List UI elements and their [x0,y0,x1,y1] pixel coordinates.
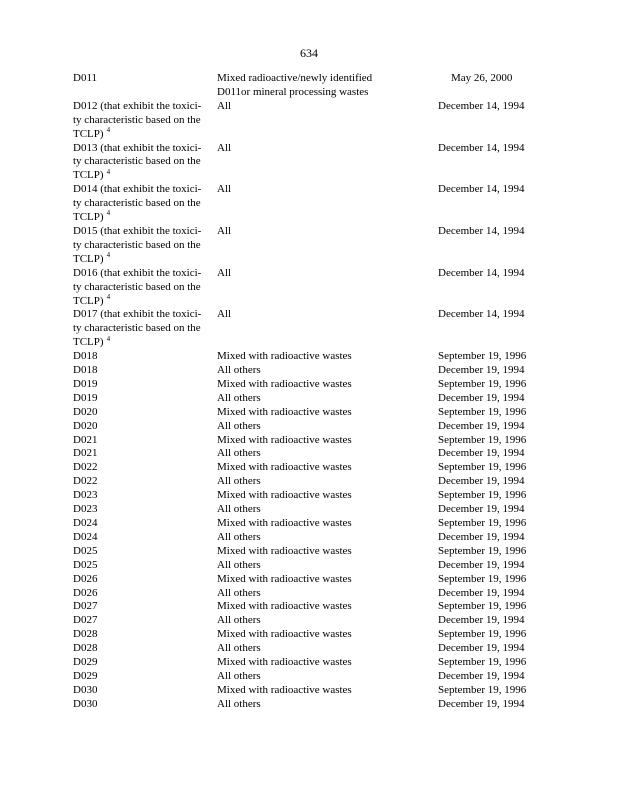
waste-description: Mixed with radioactive wastes [217,656,352,669]
waste-description: All [217,308,232,321]
waste-code-cell [73,447,208,461]
table-row [73,600,553,614]
waste-code: D013 (that exhibit the toxici- ty characteristic based on the TCLP) [73,141,202,182]
waste-description: All others [217,697,261,710]
effective-date: September 19, 1996 [438,405,527,418]
waste-code-cell [73,600,208,614]
footnote-marker: 4 [106,292,111,301]
waste-description: All [217,266,232,279]
waste-code: D030 [73,697,98,710]
waste-description: All others [217,447,261,460]
waste-code: D024 [73,530,98,543]
effective-date: December 19, 1994 [438,558,525,571]
table-row [73,684,553,698]
effective-date: December 19, 1994 [438,669,525,682]
effective-date: September 19, 1996 [438,433,527,446]
waste-description: All [217,141,232,154]
effective-date: December 19, 1994 [438,364,525,377]
effective-date: September 19, 1996 [438,377,527,390]
table-row [73,698,553,712]
table-row [73,670,553,684]
waste-code: D022 [73,461,98,474]
waste-code-cell [73,684,208,698]
table-row [73,587,553,601]
waste-description: All others [217,586,261,599]
waste-description: Mixed with radioactive wastes [217,461,352,474]
waste-code: D026 [73,572,98,585]
waste-code-cell [73,503,208,517]
effective-date: December 19, 1994 [438,614,525,627]
effective-date: September 19, 1996 [438,517,527,529]
table-row [73,267,553,309]
effective-date: September 19, 1996 [438,628,527,641]
table-row [73,378,553,392]
effective-date: December 14, 1994 [438,99,525,112]
waste-code-cell [73,461,208,475]
waste-code: D025 [73,558,98,571]
waste-code: D018 [73,364,98,377]
effective-date: December 19, 1994 [438,530,525,543]
waste-code-cell [73,72,208,86]
waste-description: Mixed with radioactive wastes [217,405,352,418]
footnote-marker: 4 [106,125,111,134]
waste-description: All others [217,475,261,488]
waste-code-cell [73,559,208,573]
waste-code-cell [73,531,208,545]
page-number: 634 [300,46,318,60]
waste-description: All others [217,419,261,432]
waste-description: Mixed with radioactive wastes [217,628,352,641]
waste-code: D012 (that exhibit the toxici- ty characteristic based on the TCLP) [73,99,202,140]
waste-code: D029 [73,656,98,669]
waste-code: D019 [73,391,98,404]
waste-code-cell [73,267,208,309]
waste-description: Mixed with radioactive wastes [217,544,352,557]
waste-code: D029 [73,669,98,682]
waste-code: D021 [73,447,98,460]
waste-code-cell [73,573,208,587]
table-row [73,642,553,656]
waste-description: All others [217,558,261,571]
table-row [73,308,553,350]
table-row [73,489,553,503]
waste-code-cell [73,225,208,267]
waste-description: All others [217,669,261,682]
waste-code-cell [73,392,208,406]
effective-date: December 19, 1994 [438,419,525,432]
waste-description: All others [217,530,261,543]
waste-description: Mixed with radioactive wastes [217,600,352,613]
waste-code: D028 [73,628,98,641]
waste-code-cell [73,587,208,601]
table-row [73,475,553,489]
waste-code-cell [73,670,208,684]
effective-date: December 19, 1994 [438,642,525,655]
waste-description: Mixed with radioactive wastes [217,489,352,502]
waste-code-cell [73,614,208,628]
waste-description: Mixed with radioactive wastes [217,517,352,529]
waste-code-cell [73,350,208,364]
waste-description: Mixed with radioactive wastes [217,350,352,363]
waste-code: D020 [73,405,98,418]
waste-code-cell [73,489,208,503]
table-row [73,628,553,642]
waste-description: All others [217,391,261,404]
effective-date: December 19, 1994 [438,475,525,488]
footnote-marker: 4 [106,209,111,218]
waste-code: D027 [73,614,98,627]
waste-code: D016 (that exhibit the toxici- ty characteristic based on the TCLP) [73,266,202,307]
footnote-marker: 4 [106,334,111,343]
table-row [73,225,553,267]
waste-code-cell [73,642,208,656]
table-row [73,545,553,559]
waste-description: Mixed with radioactive wastes [217,572,352,585]
waste-description: All others [217,614,261,627]
effective-date: December 14, 1994 [438,266,525,279]
effective-date: September 19, 1996 [438,350,527,363]
effective-date: September 19, 1996 [438,656,527,669]
table-row [73,406,553,420]
waste-code: D014 (that exhibit the toxici- ty characteristic based on the TCLP) [73,183,202,224]
effective-date: December 19, 1994 [438,447,525,460]
effective-date: September 19, 1996 [438,461,527,474]
table-row [73,573,553,587]
waste-code-cell [73,406,208,420]
waste-code: D027 [73,600,98,613]
waste-code: D023 [73,489,98,502]
table-row [73,100,553,142]
waste-code-cell [73,434,208,448]
table-row [73,503,553,517]
waste-code: D017 (that exhibit the toxici- ty characteristic based on the TCLP) [73,308,202,349]
table-row [73,420,553,434]
footnote-marker: 4 [106,167,111,176]
effective-date: December 14, 1994 [438,308,525,321]
waste-code-cell [73,364,208,378]
waste-description: All others [217,642,261,655]
waste-code: D030 [73,683,98,696]
table-row [73,392,553,406]
waste-code: D015 (that exhibit the toxici- ty characteristic based on the TCLP) [73,224,202,265]
effective-date: September 19, 1996 [438,683,527,696]
effective-date: September 19, 1996 [438,600,527,613]
effective-date: December 19, 1994 [438,586,525,599]
waste-code: D023 [73,503,98,516]
waste-description: All [217,183,232,196]
effective-date: September 19, 1996 [438,544,527,557]
effective-date: December 14, 1994 [438,183,525,196]
waste-code: D011 [73,72,98,84]
waste-description: All [217,224,232,237]
effective-date: September 19, 1996 [438,572,527,585]
table-row [73,656,553,670]
table-row [73,517,553,531]
effective-date: May 26, 2000 [451,72,513,84]
waste-code: D018 [73,350,98,363]
effective-date: December 19, 1994 [438,697,525,710]
waste-code-cell [73,628,208,642]
waste-description: All others [217,503,261,516]
waste-code: D019 [73,377,98,390]
effective-date: September 19, 1996 [438,489,527,502]
table-row [73,350,553,364]
table-row [73,461,553,475]
waste-code-cell [73,517,208,531]
waste-code-cell [73,378,208,392]
effective-date: December 14, 1994 [438,141,525,154]
waste-code: D021 [73,433,98,446]
waste-code: D020 [73,419,98,432]
waste-code: D022 [73,475,98,488]
waste-code-cell [73,100,208,142]
waste-code-cell [73,656,208,670]
waste-code-cell [73,420,208,434]
table-row [73,72,553,100]
waste-description: Mixed with radioactive wastes [217,433,352,446]
table-row [73,447,553,461]
waste-code: D025 [73,544,98,557]
effective-date: December 14, 1994 [438,224,525,237]
table-row [73,559,553,573]
table-row [73,434,553,448]
table-row [73,364,553,378]
waste-code-cell [73,142,208,184]
waste-code-cell [73,183,208,225]
waste-code: D026 [73,586,98,599]
waste-code-table [73,72,553,712]
waste-code-cell [73,475,208,489]
waste-description: Mixed with radioactive wastes [217,377,352,390]
table-row [73,614,553,628]
effective-date: December 19, 1994 [438,391,525,404]
waste-description: All others [217,364,261,377]
waste-description: Mixed radioactive/newly identified D011or mineral processing wastes [217,72,373,98]
waste-description: All [217,99,232,112]
waste-code: D024 [73,517,98,529]
waste-description: Mixed with radioactive wastes [217,683,352,696]
table-row [73,531,553,545]
waste-code-cell [73,308,208,350]
table-row [73,142,553,184]
effective-date: December 19, 1994 [438,503,525,516]
waste-code-cell [73,545,208,559]
table-row [73,183,553,225]
footnote-marker: 4 [106,251,111,260]
waste-code: D028 [73,642,98,655]
waste-code-cell [73,698,208,712]
